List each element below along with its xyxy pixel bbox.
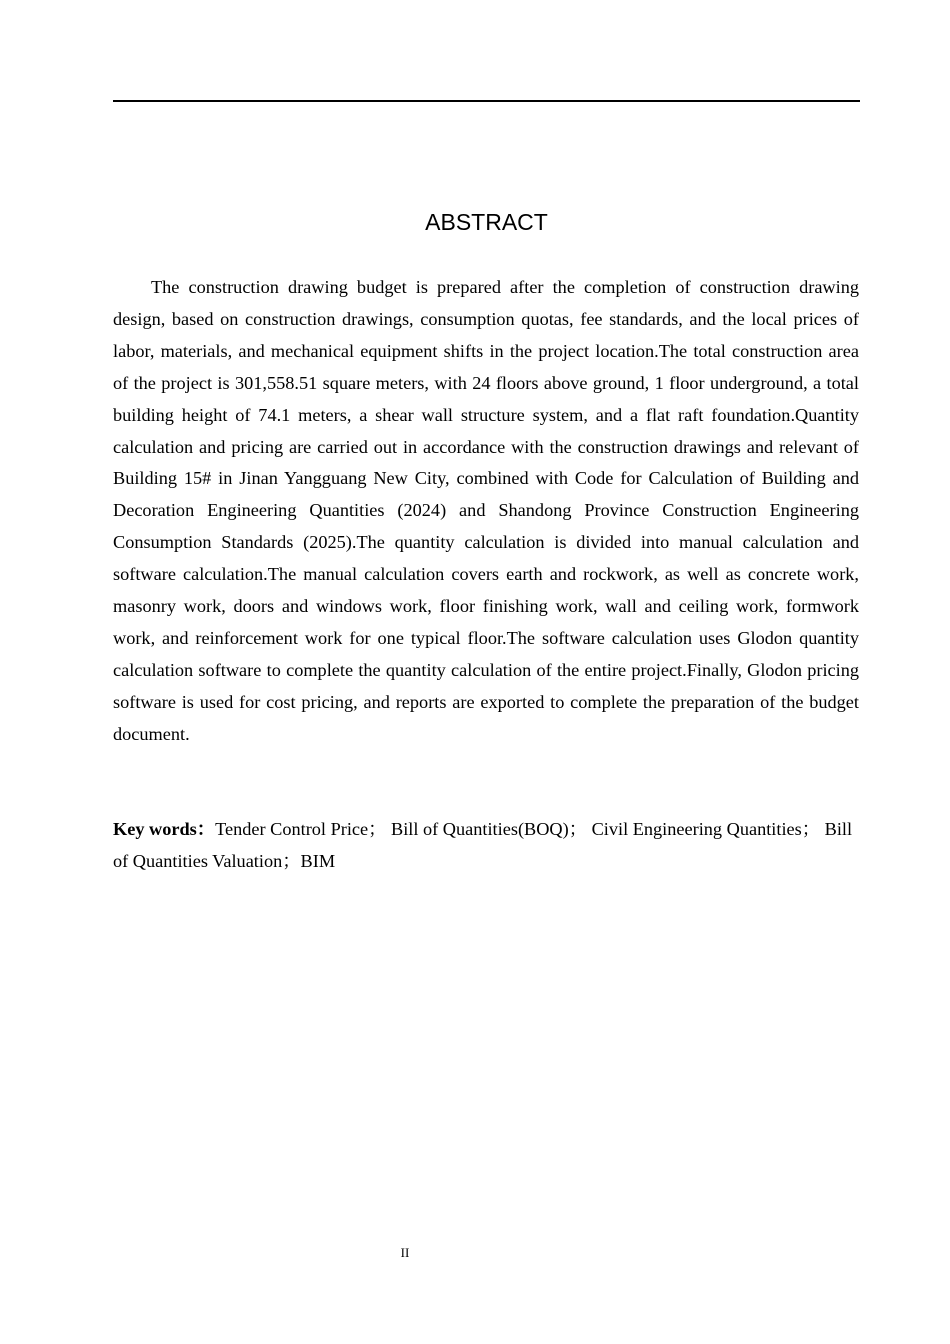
keyword-item: Tender Control Price；	[215, 819, 387, 839]
keyword-item: BIM	[300, 850, 336, 871]
page-title: ABSTRACT	[425, 209, 548, 235]
keyword-item: Bill of Quantities(BOQ)；	[391, 819, 587, 839]
abstract-body: The construction drawing budget is prepared after the completion of construction drawing design, based on construction drawings, consumption quotas, fee standards, and the local prices of labor, materials, and mechanical equipment shifts in the project location.The total construction area of the project is 301,558.51 square meters, with 24 floors above ground, 1 floor underground, a total building height of 74.1 meters, a shear wall structure system, and a flat raft foundation.Quantity calculation and pricing are carried out in accordance with the construction drawings and relevant of Building 15# in Jinan Yangguang New City, combined with Code for Calculation of Building and Decoration Engineering Quantities (2024) and Shandong Province Construction Engineering Consumption Standards (2025).The quantity calculation is divided into manual calculation and software calculation.The manual calculation covers earth and rockwork, as well as concrete work, masonry work, doors and windows work, floor finishing work, wall and ceiling work, formwork work, and reinforcement work for one typical floor.The software calculation uses Glodon quantity calculation software to complete the quantity calculation of the entire project.Finally, Glodon pricing software is used for cost pricing, and reports are exported to complete the preparation of the budget document.	[113, 277, 859, 744]
keywords-line	[113, 814, 859, 878]
keyword-item: Civil Engineering Quantities；	[591, 819, 821, 839]
keyword-item: Bill of Quantities Valuation；	[113, 819, 853, 871]
keywords-label: Key words：	[113, 819, 216, 839]
header-rule	[113, 100, 860, 102]
page-number: II	[400, 1245, 410, 1260]
